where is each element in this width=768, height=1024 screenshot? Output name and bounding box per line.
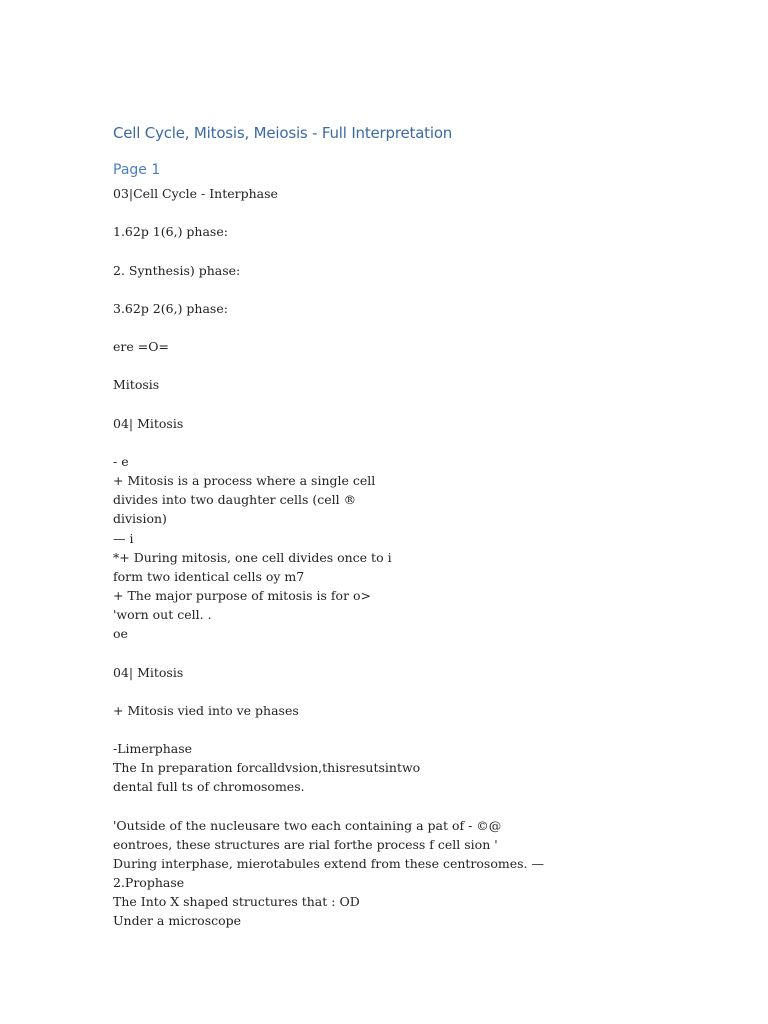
blank-line (113, 797, 653, 816)
text-line: division) (113, 511, 167, 527)
text-line: eontroes, these structures are rial forthe process f cell sion ' (113, 836, 498, 852)
page-heading: Page 1 (113, 162, 161, 178)
text-line: 04| Mitosis (113, 664, 184, 680)
blank-line (113, 356, 653, 375)
blank-line (113, 643, 653, 662)
text-line: + Mitosis is a process where a single cell (113, 473, 376, 489)
blank-line (113, 395, 653, 414)
blank-line (113, 682, 653, 701)
text-line: 'worn out cell. . (113, 607, 212, 623)
text-line: 2.Prophase (113, 875, 185, 891)
document-title: Cell Cycle, Mitosis, Meiosis - Full Interpretation (113, 124, 453, 142)
blank-line (113, 318, 653, 337)
blank-line (113, 720, 653, 739)
blank-line (113, 280, 653, 299)
text-line: 04| Mitosis (113, 415, 184, 431)
text-line: divides into two daughter cells (cell ® (113, 492, 357, 508)
document-body (113, 184, 653, 930)
text-line: 1.62p 1(6,) phase: (113, 224, 228, 240)
text-line: The Into X shaped structures that : OD (113, 894, 360, 910)
text-line: dental full ts of chromosomes. (113, 779, 305, 795)
text-line: Under a microscope (113, 913, 242, 929)
text-line: *+ During mitosis, one cell divides once to i (113, 549, 392, 565)
text-line: 03|Cell Cycle - Interphase (113, 186, 278, 201)
text-line: — i (113, 530, 134, 546)
text-line: form two identical cells oy m7 (113, 568, 305, 584)
text-line: oe (113, 626, 128, 642)
text-line: -Limerphase (113, 741, 193, 757)
text-line: + The major purpose of mitosis is for o> (113, 587, 372, 603)
text-line: 3.62p 2(6,) phase: (113, 300, 228, 316)
text-line: - e (113, 453, 129, 469)
blank-line (113, 433, 653, 452)
text-line: 'Outside of the nucleusare two each containing a pat of - ©@ (113, 817, 502, 833)
text-line: 2. Synthesis) phase: (113, 262, 241, 278)
text-line: During interphase, mierotabules extend from these centrosomes. — (113, 855, 544, 871)
text-line: Mitosis (113, 377, 160, 393)
text-line: + Mitosis vied into ve phases (113, 702, 299, 718)
text-line: The In preparation forcalldvsion,thisresutsintwo (113, 760, 421, 776)
blank-line (113, 241, 653, 260)
blank-line (113, 203, 653, 222)
text-line: ere =O= (113, 339, 169, 355)
